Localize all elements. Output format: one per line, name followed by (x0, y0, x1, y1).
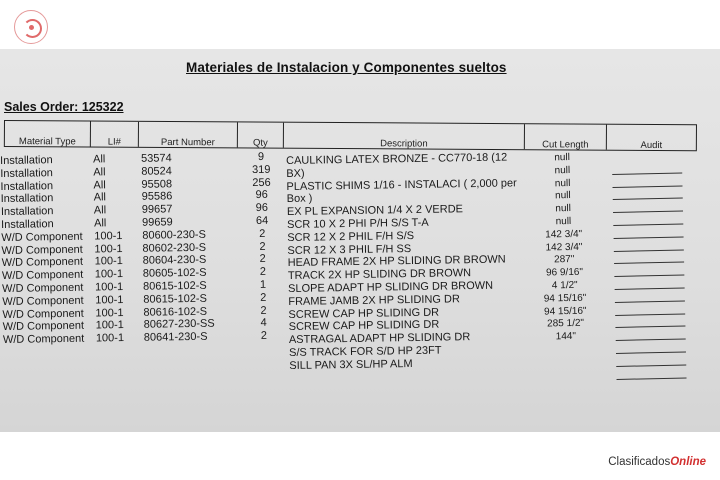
quantity: 1 (259, 278, 267, 291)
quantity: 9 (257, 150, 265, 163)
material-type: Installation (0, 154, 53, 167)
part-number: 95508 (141, 177, 173, 191)
document-title: Materiales de Instalacion y Componentes sueltos (186, 60, 507, 75)
description-line: ASTRAGAL ADAPT HP SLIDING DR (288, 331, 471, 347)
description-line: SCR 12 X 2 PHIL F/H S/S (287, 229, 415, 244)
cut-length-value: 142 3/4" (545, 228, 583, 241)
description-line: SCREW CAP HP SLIDING DR (288, 318, 440, 334)
quantity: 2 (259, 253, 266, 266)
material-type: W/D Component (1, 256, 84, 270)
cut-length-value: 287" (554, 254, 575, 266)
line-item: All (93, 217, 107, 230)
description-line: Box ) (286, 192, 313, 206)
cut-length-value: 96 9/16" (545, 266, 584, 279)
cut-length-value: null (554, 177, 571, 189)
line-item: All (93, 204, 107, 217)
quantity: 4 (260, 317, 267, 330)
audit-blank-line (616, 366, 686, 380)
description-line: HEAD FRAME 2X HP SLIDING DR BROWN (287, 253, 506, 270)
header-qty: Qty (238, 122, 284, 147)
line-item: 100-1 (94, 242, 123, 256)
material-type: W/D Component (2, 294, 84, 308)
quantity: 2 (260, 304, 267, 317)
material-type: W/D Component (2, 307, 84, 321)
cut-length-value: null (555, 203, 572, 215)
part-number: 99659 (141, 216, 173, 229)
part-number: 80616-102-S (143, 305, 208, 319)
header-audit: Audit (640, 139, 663, 152)
cut-length-value: 94 15/16" (543, 305, 587, 318)
cut-length-value: null (554, 151, 571, 164)
material-type: Installation (1, 218, 54, 231)
description-line: SCREW CAP HP SLIDING DR (288, 306, 440, 321)
material-type: Installation (0, 179, 54, 193)
cut-length-column (522, 151, 606, 345)
brand-accent: Online (670, 456, 706, 468)
material-type: W/D Component (1, 243, 83, 257)
description-line: SLOPE ADAPT HP SLIDING DR BROWN (288, 279, 494, 295)
logo-dot-icon (29, 25, 34, 30)
audit-column (612, 162, 687, 381)
cut-length-value: 4 1/2" (551, 279, 578, 292)
cut-length-value: null (555, 215, 572, 228)
description-line: SCR 12 X 3 PHIL F/H SS (287, 242, 412, 257)
cut-length-value: null (555, 190, 571, 202)
description-line: S/S TRACK FOR S/D HP 23FT (289, 344, 442, 359)
part-number: 80602-230-S (142, 241, 207, 255)
description-line: PLASTIC SHIMS 1/16 - INSTALACI ( 2,000 per (286, 176, 517, 193)
quantity: 64 (255, 214, 269, 227)
line-item: All (93, 178, 106, 192)
site-logo[interactable] (14, 10, 48, 44)
description-line: FRAME JAMB 2X HP SLIDING DR (288, 293, 460, 308)
line-item: 100-1 (94, 255, 123, 268)
quantity: 2 (259, 266, 267, 279)
document-photo (0, 49, 720, 432)
quantity: 319 (251, 163, 271, 176)
header-li: LI# (91, 122, 139, 147)
description-line: CAULKING LATEX BRONZE - CC770-18 (12 (286, 151, 508, 167)
material-type: W/D Component (2, 332, 85, 347)
cut-length-value: 142 3/4" (545, 241, 583, 254)
quantity: 256 (252, 176, 271, 189)
line-item: 100-1 (94, 229, 123, 243)
part-number: 95586 (141, 190, 173, 204)
description-line: TRACK 2X HP SLIDING DR BROWN (287, 267, 472, 283)
material-type: Installation (0, 166, 53, 180)
part-number: 80524 (141, 165, 172, 178)
quantity: 2 (260, 329, 268, 343)
part-number: 80604-230-S (142, 254, 207, 268)
description-line: SCR 10 X 2 PHI P/H S/S T-A (287, 216, 429, 231)
cut-length-value: null (554, 164, 571, 177)
quantity: 96 (255, 201, 269, 215)
cut-length-value: 94 15/16" (543, 292, 587, 305)
header-cut-length: Cut Length (525, 124, 607, 150)
material-type: Installation (0, 192, 54, 206)
sales-order-label: Sales Order: 125322 (4, 100, 124, 114)
quantity: 2 (259, 227, 266, 240)
quantity: 2 (259, 240, 266, 253)
line-item: 100-1 (95, 319, 124, 332)
line-item: 100-1 (95, 306, 124, 320)
cut-length-value: 285 1/2" (547, 318, 585, 330)
line-item: 100-1 (95, 332, 125, 345)
part-number: 80627-230-SS (143, 318, 215, 332)
brand-watermark[interactable] (608, 456, 706, 468)
description-line: EX PL EXPANSION 1/4 X 2 VERDE (286, 203, 464, 219)
line-item: 100-1 (94, 268, 124, 281)
line-item: All (93, 166, 106, 179)
description-line: BX) (286, 167, 305, 180)
line-item: All (93, 191, 107, 204)
material-type: W/D Component (1, 230, 83, 244)
material-type: W/D Component (1, 268, 84, 283)
line-item: 100-1 (95, 293, 124, 307)
part-number: 80600-230-S (142, 228, 206, 242)
material-type: W/D Component (2, 281, 84, 295)
line-item: All (92, 153, 106, 166)
cut-length-value: 144" (555, 331, 577, 343)
header-material-type: Material Type (5, 121, 91, 147)
material-type: W/D Component (2, 320, 85, 334)
part-number: 80641-230-S (143, 330, 208, 344)
brand-name: Clasificados (608, 456, 671, 468)
part-number: 80615-102-S (142, 279, 207, 293)
part-number: 80615-102-S (143, 292, 207, 306)
part-number: 80605-102-S (142, 266, 207, 280)
quantity: 96 (255, 189, 268, 202)
description-line: SILL PAN 3X SL/HP ALM (289, 357, 413, 372)
description-column (286, 151, 549, 373)
header-description: Description (284, 123, 525, 149)
line-item: 100-1 (94, 281, 124, 294)
part-number: 99657 (141, 203, 173, 216)
material-type: Installation (0, 205, 54, 219)
quantity: 2 (260, 291, 267, 304)
header-part-number: Part Number (139, 122, 238, 148)
part-number: 53574 (140, 152, 172, 165)
